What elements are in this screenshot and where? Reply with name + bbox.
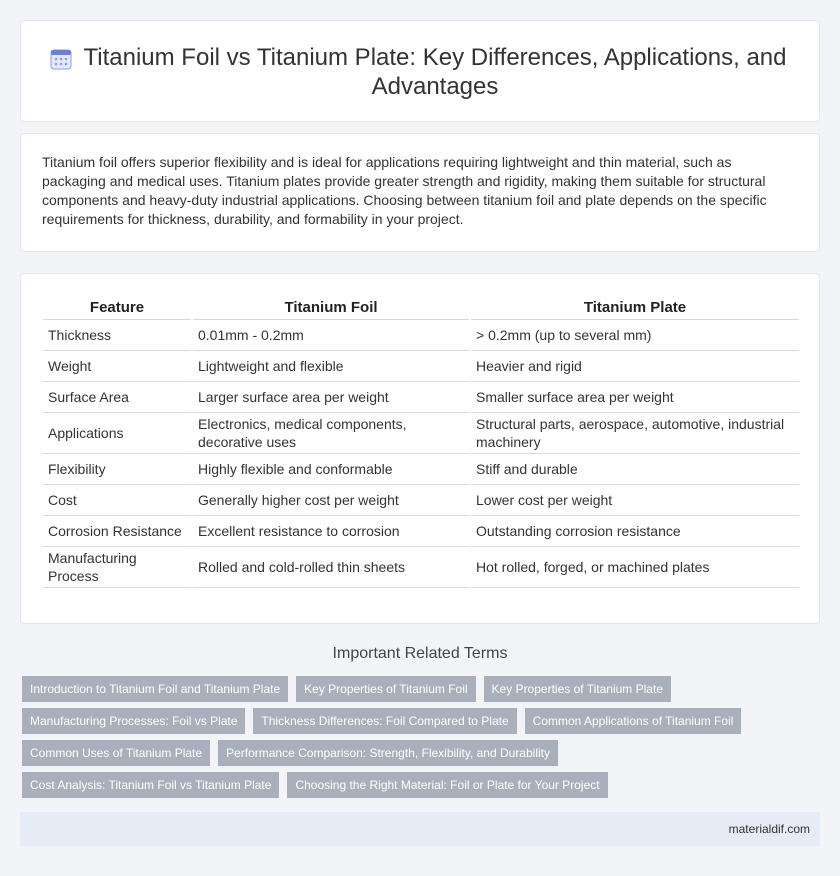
intro-paragraph: Titanium foil offers superior flexibility and is ideal for applications requiring lightweight and thin material, such as packaging and medical uses. Titanium plates provide greater strength and rigidity, making them suitable for structural components and heavy-duty industrial applications. Choosing between titanium foil and plate depends on the specific requirements for thickness, durability, and formability in your project. bbox=[42, 154, 767, 227]
page-title: Titanium Foil vs Titanium Plate: Key Differences, Applications, and Advantages bbox=[83, 44, 787, 100]
table-cell: Weight bbox=[43, 350, 191, 381]
table-header-cell: Feature bbox=[43, 297, 191, 319]
related-term-tag[interactable]: Cost Analysis: Titanium Foil vs Titanium Plate bbox=[22, 772, 279, 798]
table-cell: Thickness bbox=[43, 319, 191, 350]
table-cell: Highly flexible and conformable bbox=[193, 453, 469, 484]
table-cell: Larger surface area per weight bbox=[193, 381, 469, 412]
related-terms-list bbox=[22, 676, 782, 804]
table-cell: Flexibility bbox=[43, 453, 191, 484]
table-cell: Cost bbox=[43, 484, 191, 515]
table-row bbox=[43, 453, 799, 484]
table-row bbox=[43, 546, 799, 587]
table-row bbox=[43, 319, 799, 350]
table-cell: Stiff and durable bbox=[471, 453, 799, 484]
header-card bbox=[20, 20, 820, 122]
table-cell: 0.01mm - 0.2mm bbox=[193, 319, 469, 350]
table-row bbox=[43, 515, 799, 546]
comparison-card bbox=[20, 273, 820, 624]
footer-site-name: materialdif.com bbox=[728, 822, 810, 836]
table-row bbox=[43, 381, 799, 412]
table-cell: Outstanding corrosion resistance bbox=[471, 515, 799, 546]
table-row bbox=[43, 350, 799, 381]
table-cell: Manufacturing Process bbox=[43, 546, 191, 587]
footer bbox=[20, 812, 820, 846]
table-cell: Rolled and cold-rolled thin sheets bbox=[193, 546, 469, 587]
related-term-tag[interactable]: Introduction to Titanium Foil and Titanium Plate bbox=[22, 676, 288, 702]
table-header-cell: Titanium Plate bbox=[471, 297, 799, 319]
related-term-tag[interactable]: Key Properties of Titanium Foil bbox=[296, 676, 475, 702]
related-term-tag[interactable]: Choosing the Right Material: Foil or Plate for Your Project bbox=[287, 772, 607, 798]
table-header-cell: Titanium Foil bbox=[193, 297, 469, 319]
related-terms-heading: Important Related Terms bbox=[332, 645, 508, 662]
table-row bbox=[43, 412, 799, 453]
table-row bbox=[43, 484, 799, 515]
table-cell: Electronics, medical components, decorative uses bbox=[193, 412, 469, 453]
table-cell: Generally higher cost per weight bbox=[193, 484, 469, 515]
related-term-tag[interactable]: Thickness Differences: Foil Compared to Plate bbox=[253, 708, 516, 734]
related-term-tag[interactable]: Common Uses of Titanium Plate bbox=[22, 740, 210, 766]
table-cell: Heavier and rigid bbox=[471, 350, 799, 381]
table-cell: Structural parts, aerospace, automotive, industrial machinery bbox=[471, 412, 799, 453]
intro-card bbox=[20, 133, 820, 252]
related-term-tag[interactable]: Key Properties of Titanium Plate bbox=[484, 676, 671, 702]
table-cell: > 0.2mm (up to several mm) bbox=[471, 319, 799, 350]
table-header-row bbox=[43, 297, 799, 319]
table-cell: Lower cost per weight bbox=[471, 484, 799, 515]
table-cell: Hot rolled, forged, or machined plates bbox=[471, 546, 799, 587]
related-term-tag[interactable]: Manufacturing Processes: Foil vs Plate bbox=[22, 708, 245, 734]
table-cell: Smaller surface area per weight bbox=[471, 381, 799, 412]
table-cell: Lightweight and flexible bbox=[193, 350, 469, 381]
table-cell: Surface Area bbox=[43, 381, 191, 412]
table-cell: Applications bbox=[43, 412, 191, 453]
table-cell: Corrosion Resistance bbox=[43, 515, 191, 546]
comparison-table bbox=[43, 297, 799, 588]
table-cell: Excellent resistance to corrosion bbox=[193, 515, 469, 546]
related-term-tag[interactable]: Common Applications of Titanium Foil bbox=[525, 708, 742, 734]
related-term-tag[interactable]: Performance Comparison: Strength, Flexibility, and Durability bbox=[218, 740, 558, 766]
